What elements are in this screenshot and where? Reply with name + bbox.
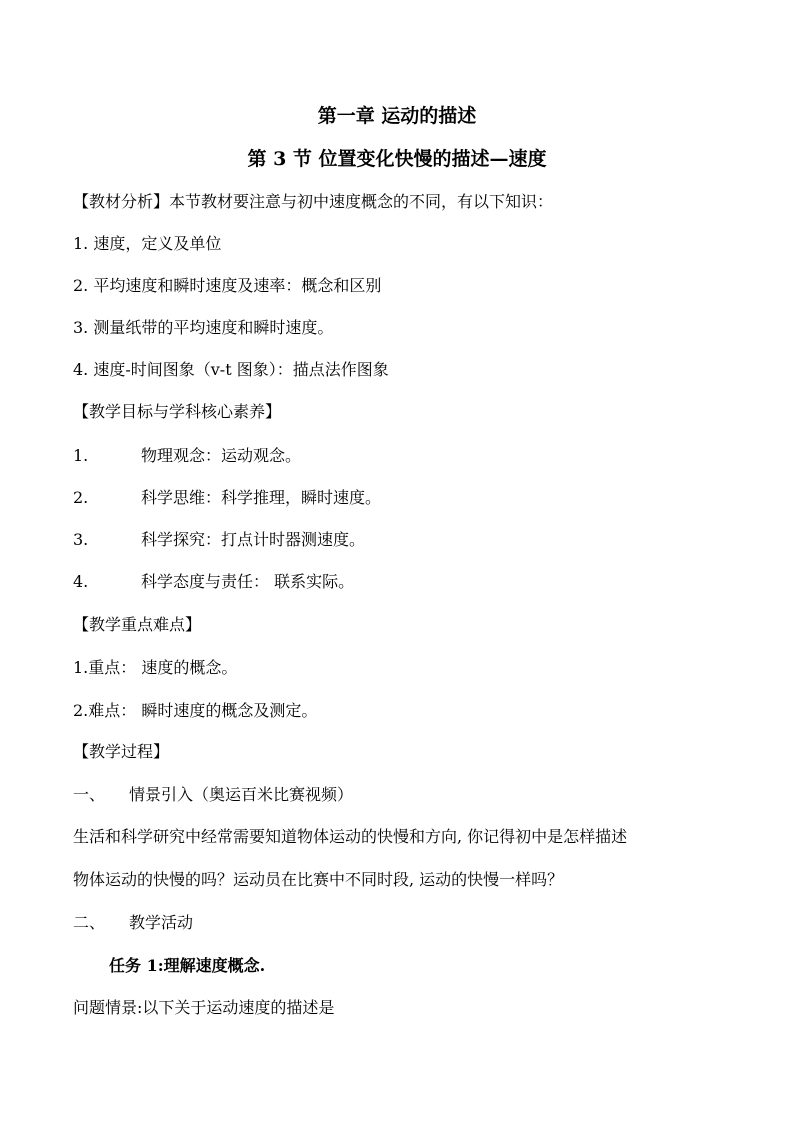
analysis-item-4: 4. 速度-时间图象（v-t 图象）：描点法作图象 — [73, 360, 389, 379]
key-points-heading: 【教学重点难点】 — [73, 615, 202, 634]
task-1-heading: 任务 1:理解速度概念. — [109, 956, 266, 975]
goal-text: 物理观念：运动观念。 — [141, 446, 302, 465]
question-line: 问题情景:以下关于运动速度的描述是 — [73, 998, 335, 1017]
goal-item-3 — [73, 529, 365, 551]
goal-text: 科学思维：科学推理，瞬时速度。 — [141, 488, 382, 507]
goals-heading: 【教学目标与学科核心素养】 — [73, 402, 282, 421]
process-heading: 【教学过程】 — [73, 742, 170, 761]
key-point-1: 1.重点： 速度的概念。 — [73, 658, 238, 677]
analysis-item-2: 2. 平均速度和瞬时速度及速率：概念和区别 — [73, 276, 382, 295]
goal-number: 4. — [73, 572, 89, 591]
paragraph-line-1: 生活和科学研究中经常需要知道物体运动的快慢和方向, 你记得初中是怎样描述 — [73, 827, 628, 846]
process-part-1 — [73, 784, 353, 806]
key-point-2: 2.难点： 瞬时速度的概念及测定。 — [73, 701, 318, 720]
part-number: 一、 — [73, 785, 106, 804]
chapter-title: 第一章 运动的描述 — [317, 105, 477, 127]
part-text: 教学活动 — [129, 913, 194, 932]
process-part-2 — [73, 912, 193, 934]
paragraph-line-2: 物体运动的快慢的吗？运动员在比赛中不同时段, 运动的快慢一样吗？ — [73, 870, 564, 889]
goal-text: 科学态度与责任： 联系实际。 — [141, 572, 355, 591]
goal-item-2 — [73, 487, 381, 509]
goal-text: 科学探究：打点计时器测速度。 — [141, 530, 366, 549]
part-number: 二、 — [73, 913, 106, 932]
goal-item-4 — [73, 571, 354, 593]
analysis-heading: 【教材分析】本节教材要注意与初中速度概念的不同，有以下知识： — [73, 192, 554, 211]
analysis-item-1: 1. 速度，定义及单位 — [73, 234, 222, 253]
analysis-item-3: 3. 测量纸带的平均速度和瞬时速度。 — [73, 318, 334, 337]
section-title: 第 3 节 位置变化快慢的描述—速度 — [247, 148, 547, 170]
goal-number: 1. — [73, 446, 89, 465]
goal-number: 2. — [73, 488, 89, 507]
part-text: 情景引入（奥运百米比赛视频） — [129, 785, 354, 804]
goal-item-1 — [73, 445, 301, 467]
goal-number: 3. — [73, 530, 89, 549]
